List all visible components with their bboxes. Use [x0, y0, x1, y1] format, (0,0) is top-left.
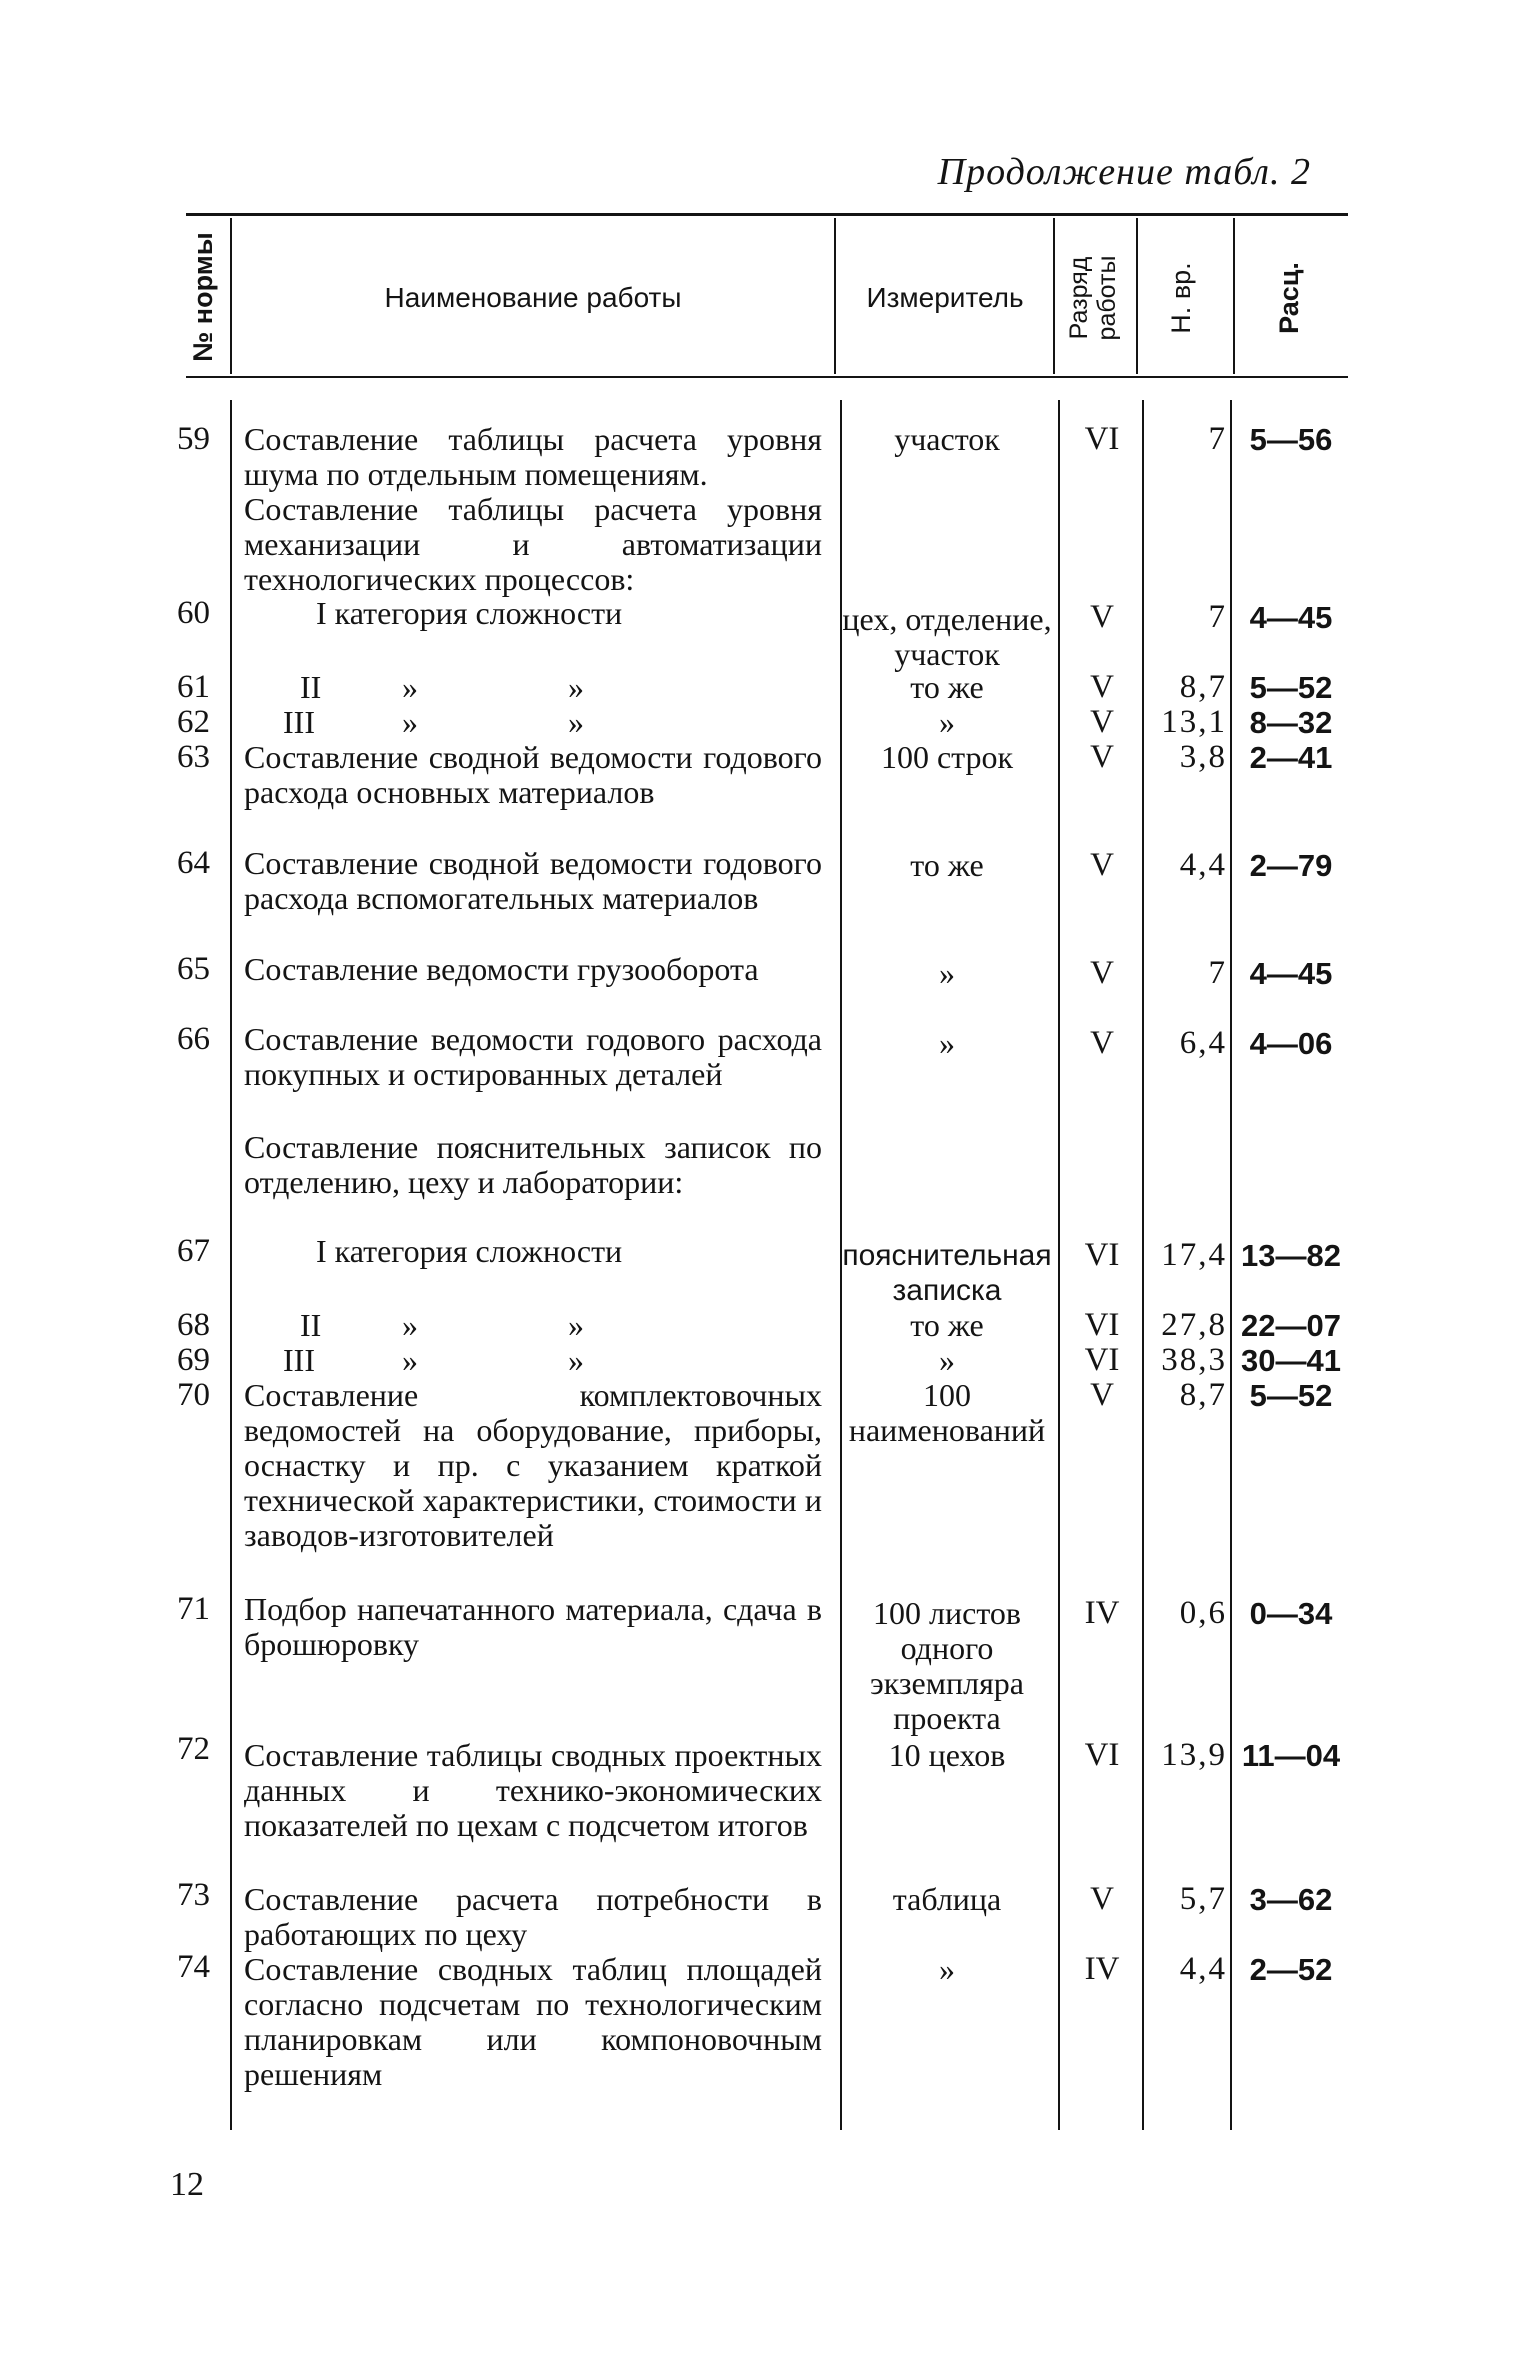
row-hours: 7	[1208, 421, 1227, 457]
row-name: III	[283, 704, 315, 740]
header-hours: Н. вр.	[1166, 262, 1196, 334]
row-hours: 3,8	[1179, 739, 1227, 775]
row-hours: 8,7	[1179, 1377, 1227, 1413]
row-number: 59	[177, 421, 210, 457]
header-measure: Измеритель	[866, 282, 1024, 313]
row-price: 0—34	[1249, 1596, 1333, 1631]
ditto-mark: »	[568, 1342, 584, 1378]
row-hours: 17,4	[1161, 1237, 1227, 1273]
row-measure: »	[939, 1342, 955, 1378]
row-number: 72	[177, 1731, 210, 1767]
row-hours: 13,9	[1161, 1737, 1227, 1773]
row-name: Составление сводной ведомости годового расхода вспомогательных материалов	[244, 845, 822, 916]
row-grade: V	[1090, 1377, 1114, 1413]
ditto-mark: »	[402, 1307, 418, 1343]
row-price: 4—45	[1249, 956, 1333, 991]
row-grade: VI	[1084, 1307, 1120, 1343]
row-price: 2—52	[1249, 1952, 1333, 1987]
row-price: 5—56	[1249, 422, 1333, 457]
row-price: 22—07	[1241, 1308, 1341, 1343]
row-grade: V	[1090, 847, 1114, 883]
ditto-mark: »	[568, 704, 584, 740]
row-hours: 7	[1208, 599, 1227, 635]
row-name: II	[300, 1307, 322, 1343]
row-name: I категория сложности	[316, 595, 623, 631]
column-divider	[1142, 400, 1144, 2130]
row-measure: участок	[894, 421, 1000, 457]
row-name: Составление комплектовочных ведомостей на оборудование, приборы, оснастку и пр. с указанием краткой технической характеристики, стоимости и заводов-изготовителей	[244, 1377, 822, 1553]
row-price: 8—32	[1249, 705, 1333, 740]
ditto-mark: »	[402, 704, 418, 740]
row-measure: »	[939, 704, 955, 740]
row-price: 2—41	[1249, 740, 1333, 775]
row-measure: цех, отделение, участок	[842, 601, 1052, 672]
row-name: Составление ведомости грузооборота	[244, 951, 759, 987]
row-price: 13—82	[1241, 1238, 1341, 1273]
row-name: Составление расчета потребности в работающих по цеху	[244, 1881, 822, 1952]
row-number: 64	[177, 845, 210, 881]
row-grade: V	[1090, 704, 1114, 740]
row-measure: пояснительная записка	[842, 1239, 1052, 1307]
row-hours: 5,7	[1179, 1881, 1227, 1917]
row-number: 68	[177, 1307, 210, 1343]
row-grade: V	[1090, 739, 1114, 775]
row-number: 67	[177, 1233, 210, 1269]
section-heading: Составление таблицы расчета уровня механизации и автоматизации технологических процессов:	[244, 491, 822, 597]
row-measure: 100 наименований	[848, 1377, 1046, 1448]
row-measure: то же	[910, 1307, 984, 1343]
row-name: Подбор напечатанного материала, сдача в брошюровку	[244, 1591, 822, 1662]
row-measure: »	[939, 955, 955, 991]
row-number: 70	[177, 1377, 210, 1413]
row-hours: 4,4	[1179, 847, 1227, 883]
row-grade: VI	[1084, 1342, 1120, 1378]
ditto-mark: »	[402, 1342, 418, 1378]
row-price: 4—06	[1249, 1026, 1333, 1061]
row-name: Составление сводных таблиц площадей согласно подсчетам по технологическим планировкам или компоновочным решениям	[244, 1951, 822, 2092]
header-divider	[1136, 218, 1138, 374]
row-grade: V	[1090, 599, 1114, 635]
row-grade: V	[1090, 1881, 1114, 1917]
page-number: 12	[170, 2166, 204, 2203]
row-price: 30—41	[1241, 1343, 1341, 1378]
row-measure: 100 строк	[880, 739, 1014, 775]
row-name: Составление таблицы расчета уровня шума по отдельным помещениям.	[244, 421, 822, 492]
row-number: 63	[177, 739, 210, 775]
row-hours: 13,1	[1161, 704, 1227, 740]
column-divider	[230, 400, 232, 2130]
row-number: 69	[177, 1342, 210, 1378]
header-bottom-rule	[186, 376, 1348, 378]
row-number: 62	[177, 704, 210, 740]
row-measure: »	[939, 1025, 955, 1061]
row-hours: 0,6	[1179, 1595, 1227, 1631]
column-divider	[1058, 400, 1060, 2130]
row-price: 2—79	[1249, 848, 1333, 883]
row-price: 3—62	[1249, 1882, 1333, 1917]
row-price: 5—52	[1249, 1378, 1333, 1413]
table-caption: Продолжение табл. 2	[937, 151, 1311, 193]
row-price: 5—52	[1249, 670, 1333, 705]
row-measure: 10 цехов	[888, 1737, 1006, 1773]
section-heading: Составление пояснительных записок по отделению, цеху и лаборатории:	[244, 1129, 822, 1200]
row-name: II	[300, 669, 322, 705]
row-number: 66	[177, 1021, 210, 1057]
header-top-rule	[186, 213, 1348, 216]
row-number: 74	[177, 1949, 210, 1985]
row-grade: IV	[1084, 1951, 1120, 1987]
row-price: 11—04	[1241, 1738, 1341, 1773]
row-number: 65	[177, 951, 210, 987]
column-divider	[1230, 400, 1232, 2130]
row-hours: 6,4	[1179, 1025, 1227, 1061]
row-hours: 7	[1208, 955, 1227, 991]
row-grade: VI	[1084, 1237, 1120, 1273]
row-number: 60	[177, 595, 210, 631]
row-name: Составление таблицы сводных проектных данных и технико-экономических показателей по цехам с подсчетом итогов	[244, 1737, 822, 1843]
row-hours: 4,4	[1179, 1951, 1227, 1987]
header-divider	[1233, 218, 1235, 374]
row-name: III	[283, 1342, 315, 1378]
row-grade: VI	[1084, 421, 1120, 457]
row-grade: VI	[1084, 1737, 1120, 1773]
row-grade: V	[1090, 1025, 1114, 1061]
row-price: 4—45	[1249, 600, 1333, 635]
row-measure: 100 листов одного экземпляра проекта	[870, 1595, 1024, 1736]
row-name: Составление сводной ведомости годового расхода основных материалов	[244, 739, 822, 810]
row-measure: то же	[910, 847, 984, 883]
row-measure: то же	[910, 669, 984, 705]
header-name: Наименование работы	[384, 282, 682, 313]
row-measure: »	[939, 1951, 955, 1987]
ditto-mark: »	[568, 669, 584, 705]
row-name: I категория сложности	[316, 1233, 623, 1269]
row-number: 71	[177, 1591, 210, 1627]
row-grade: V	[1090, 669, 1114, 705]
row-hours: 8,7	[1179, 669, 1227, 705]
header-number: № нормы	[188, 232, 218, 362]
row-grade: IV	[1084, 1595, 1120, 1631]
header-grade: Разряд работы	[1065, 255, 1121, 341]
row-number: 61	[177, 669, 210, 705]
header-price: Расц.	[1274, 262, 1304, 334]
ditto-mark: »	[568, 1307, 584, 1343]
ditto-mark: »	[402, 669, 418, 705]
row-grade: V	[1090, 955, 1114, 991]
row-hours: 27,8	[1161, 1307, 1227, 1343]
row-name: Составление ведомости годового расхода покупных и остированных деталей	[244, 1021, 822, 1092]
row-number: 73	[177, 1877, 210, 1913]
row-hours: 38,3	[1161, 1342, 1227, 1378]
row-measure: таблица	[892, 1881, 1002, 1917]
